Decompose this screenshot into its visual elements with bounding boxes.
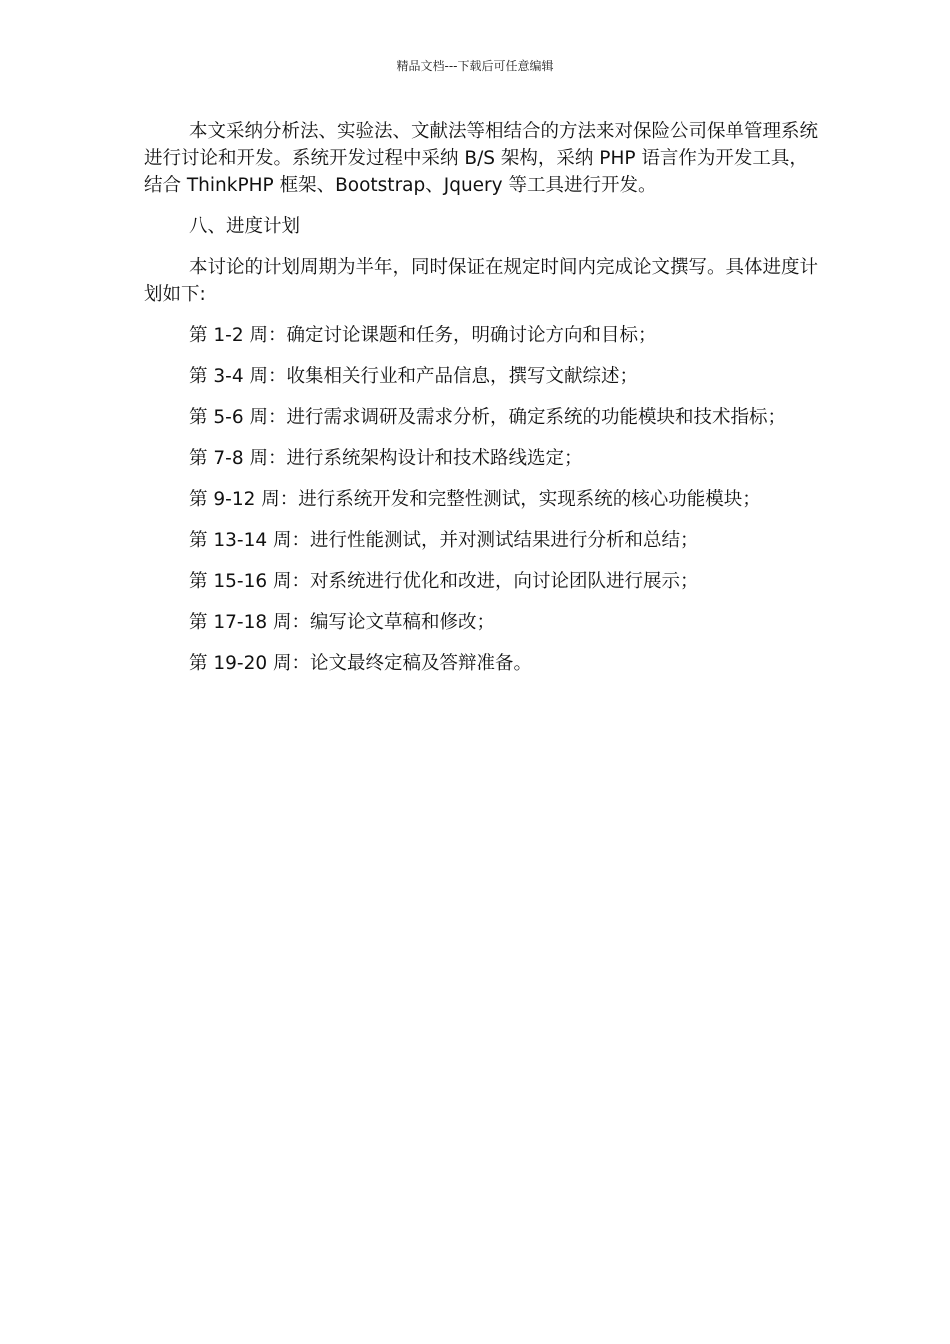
schedule-item: 第 5-6 周：进行需求调研及需求分析，确定系统的功能模块和技术指标； [189, 407, 786, 428]
schedule-item: 第 7-8 周：进行系统架构设计和技术路线选定； [189, 448, 583, 469]
schedule-item: 第 1-2 周：确定讨论课题和任务，明确讨论方向和目标； [189, 325, 657, 346]
method-paragraph: 本文采纳分析法、实验法、文献法等相结合的方法来对保险公司保单管理系统进行讨论和开发。系统开发过程中采纳 B/S 架构，采纳 PHP 语言作为开发工具，结合 ThinkPHP 框架、Bootstrap、Jquery 等工具进行开发。 [144, 121, 819, 196]
schedule-item: 第 13-14 周：进行性能测试，并对测试结果进行分析和总结； [189, 530, 699, 551]
schedule-item: 第 3-4 周：收集相关行业和产品信息，撰写文献综述； [189, 366, 638, 387]
schedule-item: 第 9-12 周：进行系统开发和完整性测试，实现系统的核心功能模块； [189, 489, 761, 510]
schedule-intro-paragraph: 本讨论的计划周期为半年，同时保证在规定时间内完成论文撰写。具体进度计划如下: [144, 257, 819, 305]
document-body [144, 118, 824, 691]
page-header: 精品文档---下载后可任意编辑 [396, 59, 554, 73]
section-heading-schedule: 八、进度计划 [189, 216, 301, 237]
schedule-item: 第 17-18 周：编写论文草稿和修改； [189, 612, 496, 633]
schedule-item: 第 19-20 周：论文最终定稿及答辩准备。 [189, 653, 533, 674]
schedule-item: 第 15-16 周：对系统进行优化和改进，向讨论团队进行展示； [189, 571, 699, 592]
